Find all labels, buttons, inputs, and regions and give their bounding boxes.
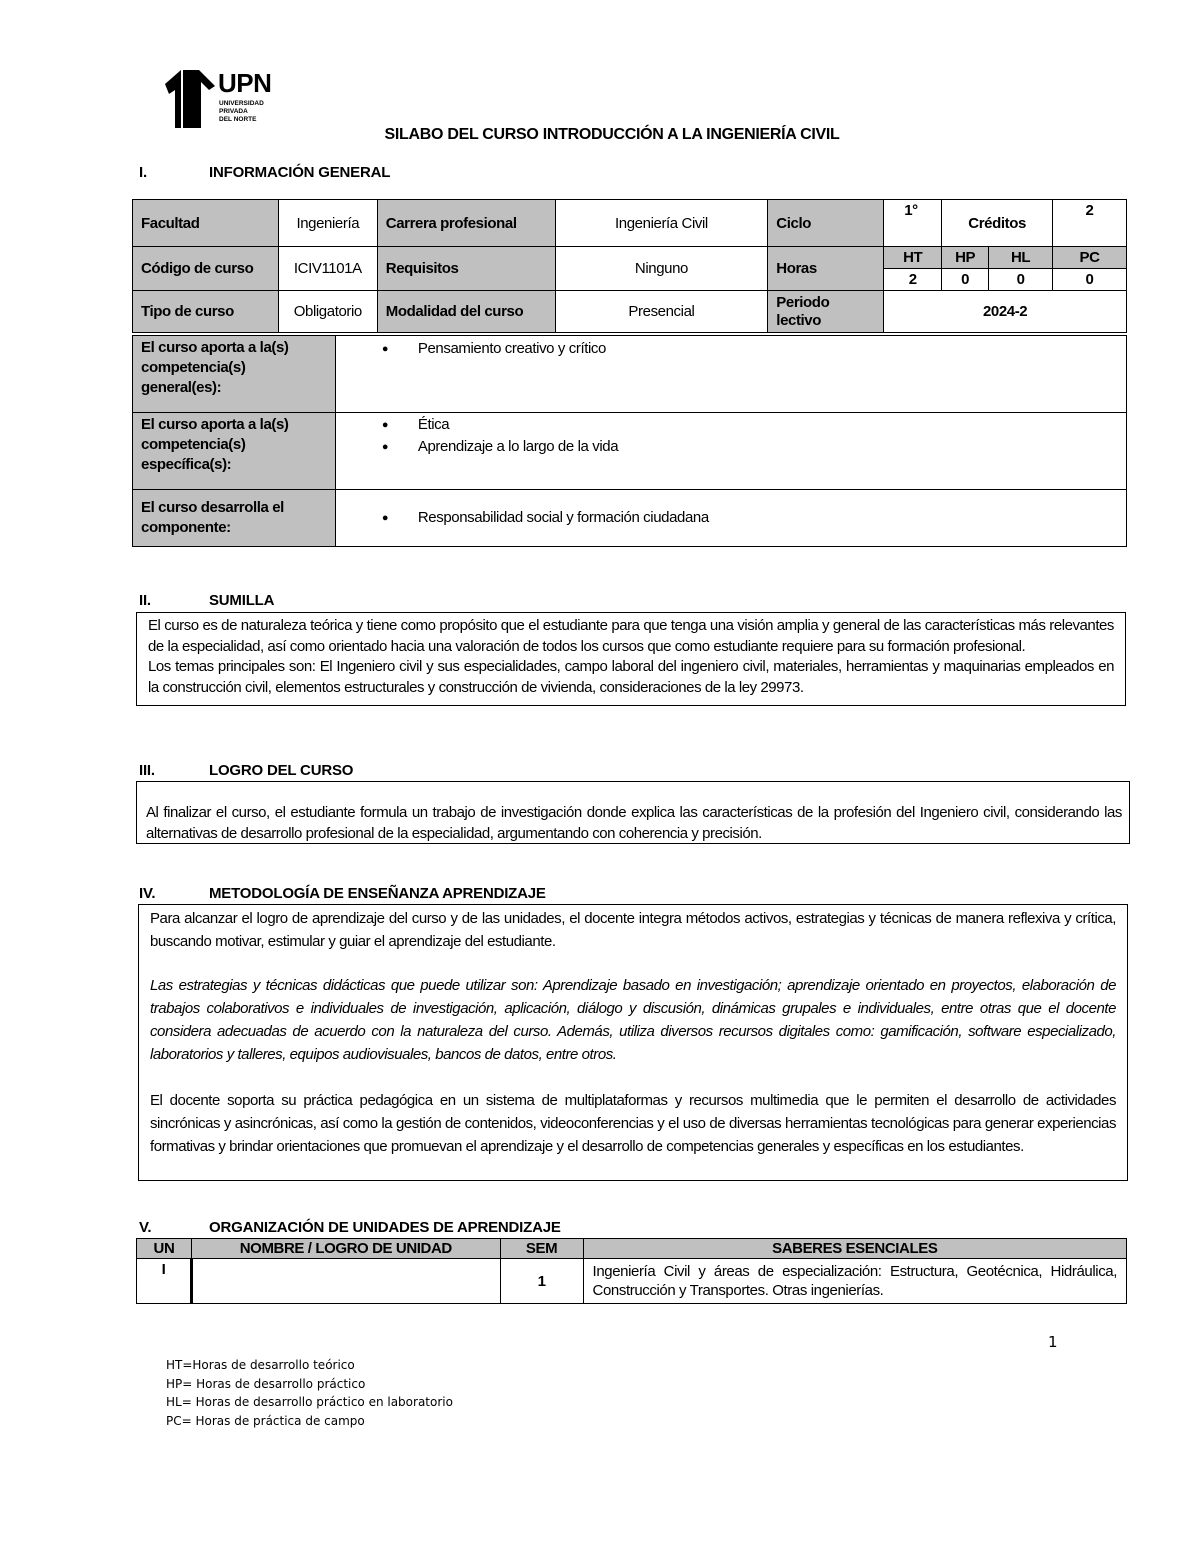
section-5-number: V. xyxy=(139,1219,152,1236)
creditos-label: Créditos xyxy=(942,200,1053,247)
section-1-number: I. xyxy=(139,164,147,181)
section-4-number: IV. xyxy=(139,885,156,902)
competencia-general-list xyxy=(382,338,1118,360)
metodologia-box xyxy=(138,904,1128,1181)
logo-line1: UNIVERSIDAD xyxy=(219,100,264,107)
ht-value: 2 xyxy=(884,269,942,291)
requisitos-value: Ninguno xyxy=(555,247,768,291)
table-row xyxy=(137,1259,1127,1304)
periodo-label: Periodo lectivo xyxy=(768,291,884,333)
unidad-sem: 1 xyxy=(500,1259,583,1304)
section-1-title: INFORMACIÓN GENERAL xyxy=(209,164,391,181)
footnote-ht: HT=Horas de desarrollo teórico xyxy=(166,1358,355,1372)
carrera-value: Ingeniería Civil xyxy=(555,200,768,247)
tipo-value: Obligatorio xyxy=(278,291,377,333)
logro-text: Al finalizar el curso, el estudiante formula un trabajo de investigación donde explica las características de la profesión del Ingeniero civil, considerando las alternativas de desarrollo profesional de la especialidad, argumentando con coherencia y precisión. xyxy=(146,804,1122,842)
competencia-general-label: El curso aporta a la(s) competencia(s) general(es): xyxy=(133,336,336,413)
competencia-especifica-label: El curso aporta a la(s) competencia(s) específica(s): xyxy=(133,413,336,490)
tipo-label: Tipo de curso xyxy=(133,291,279,333)
unidad-saberes: Ingeniería Civil y áreas de especialización: Estructura, Geotécnica, Hidráulica, Construcción y Transportes. Otras ingenierías. xyxy=(583,1259,1126,1304)
logo-acronym: UPN xyxy=(218,68,272,98)
hp-value: 0 xyxy=(942,269,989,291)
hp-label: HP xyxy=(942,247,989,269)
footnote-hl: HL= Horas de desarrollo práctico en laboratorio xyxy=(166,1395,453,1409)
section-2-number: II. xyxy=(139,592,151,609)
logro-box xyxy=(136,781,1130,844)
requisitos-label: Requisitos xyxy=(377,247,555,291)
hl-value: 0 xyxy=(989,269,1053,291)
componente-label: El curso desarrolla el componente: xyxy=(133,490,336,547)
modalidad-label: Modalidad del curso xyxy=(377,291,555,333)
table-header-row xyxy=(137,1239,1127,1259)
codigo-label: Código de curso xyxy=(133,247,279,291)
ht-label: HT xyxy=(884,247,942,269)
sumilla-box xyxy=(136,612,1126,706)
metodologia-paragraph-3: El docente soporta su práctica pedagógica en un sistema de multiplataformas y recursos multimedia que le permiten el desarrollo de actividades sincrónicas y asincrónicas, así como la gestión de contenidos, videoconferencias y el uso de diversas herramientas tecnológicas para generar experiencias formativas y brindar orientaciones que promuevan el aprendizaje y el desarrollo de competencias generales y específicas en los estudiantes. xyxy=(150,1092,1116,1155)
general-info-table xyxy=(132,199,1127,333)
pc-value: 0 xyxy=(1053,269,1127,291)
facultad-value: Ingeniería xyxy=(278,200,377,247)
col-header-sem: SEM xyxy=(500,1239,583,1259)
unidad-nombre xyxy=(191,1259,500,1304)
ciclo-label: Ciclo xyxy=(768,200,884,247)
section-5-title: ORGANIZACIÓN DE UNIDADES DE APRENDIZAJE xyxy=(209,1219,561,1236)
logo-line2: PRIVADA xyxy=(219,108,248,115)
page-number: 1 xyxy=(1048,1333,1058,1351)
list-item: ● Responsabilidad social y formación ciudadana xyxy=(382,507,1118,529)
col-header-saberes: SABERES ESENCIALES xyxy=(583,1239,1126,1259)
col-header-un: UN xyxy=(137,1239,192,1259)
list-item: ● Ética xyxy=(382,414,1118,436)
metodologia-paragraph-2: Las estrategias y técnicas didácticas que puede utilizar son: Aprendizaje basado en investigación; aprendizaje orientado en proyectos, elaboración de trabajos colaborativos e individuales de investigación, aplicación, diálogo y discusión, dinámicas grupales e individuales, entre otras que el docente considera adecuadas de acuerdo con la naturaleza del curso. Además, utiliza diversos recursos digitales como: gamificación, software especializado, laboratorios y talleres, equipos audiovisuales, bancos de datos, entre otros. xyxy=(150,977,1116,1063)
unidad-number: I xyxy=(137,1259,192,1304)
section-3-title: LOGRO DEL CURSO xyxy=(209,762,354,779)
upn-arrow-icon xyxy=(165,70,215,128)
metodologia-paragraph-1: Para alcanzar el logro de aprendizaje del curso y de las unidades, el docente integra métodos activos, estrategias y técnicas de manera reflexiva y crítica, buscando motivar, estimular y guiar el aprendizaje del estudiante. xyxy=(150,910,1116,950)
section-3-number: III. xyxy=(139,762,155,779)
document-title: SILABO DEL CURSO INTRODUCCIÓN A LA INGENIERÍA CIVIL xyxy=(384,126,840,143)
unidades-table xyxy=(136,1238,1127,1304)
creditos-value: 2 xyxy=(1053,200,1127,247)
section-2-title: SUMILLA xyxy=(209,592,275,609)
carrera-label: Carrera profesional xyxy=(377,200,555,247)
col-header-nombre: NOMBRE / LOGRO DE UNIDAD xyxy=(191,1239,500,1259)
periodo-value: 2024-2 xyxy=(884,291,1127,333)
footnote-hp: HP= Horas de desarrollo práctico xyxy=(166,1376,366,1391)
footnotes xyxy=(166,1356,453,1430)
sumilla-paragraph-1: El curso es de naturaleza teórica y tiene como propósito que el estudiante para que tenga una visión amplia y general de las características más relevantes de la especialidad, así como orientado hacia una valoración de todos los cursos que como estudiante requiere para su formación profesional. xyxy=(148,617,1114,655)
upn-logo xyxy=(165,70,275,130)
list-item: ● Pensamiento creativo y crítico xyxy=(382,338,1118,360)
ciclo-value: 1° xyxy=(884,200,942,247)
codigo-value: ICIV1101A xyxy=(278,247,377,291)
logo-line3: DEL NORTE xyxy=(219,116,257,123)
footnote-pc: PC= Horas de práctica de campo xyxy=(166,1413,365,1428)
sumilla-paragraph-2: Los temas principales son: El Ingeniero civil y sus especialidades, campo laboral del ingeniero civil, materiales, herramientas y maquinarias empleados en la construcción civil, elementos estructurales y construcción de vivienda, consideraciones de la ley 29973. xyxy=(148,658,1114,696)
modalidad-value: Presencial xyxy=(555,291,768,333)
pc-label: PC xyxy=(1053,247,1127,269)
facultad-label: Facultad xyxy=(133,200,279,247)
competencias-table xyxy=(132,335,1127,547)
competencia-especifica-list xyxy=(382,414,1118,458)
hl-label: HL xyxy=(989,247,1053,269)
componente-list xyxy=(382,507,1118,529)
section-4-title: METODOLOGÍA DE ENSEÑANZA APRENDIZAJE xyxy=(209,885,546,902)
list-item: ● Aprendizaje a lo largo de la vida xyxy=(382,436,1118,458)
horas-label: Horas xyxy=(768,247,884,291)
